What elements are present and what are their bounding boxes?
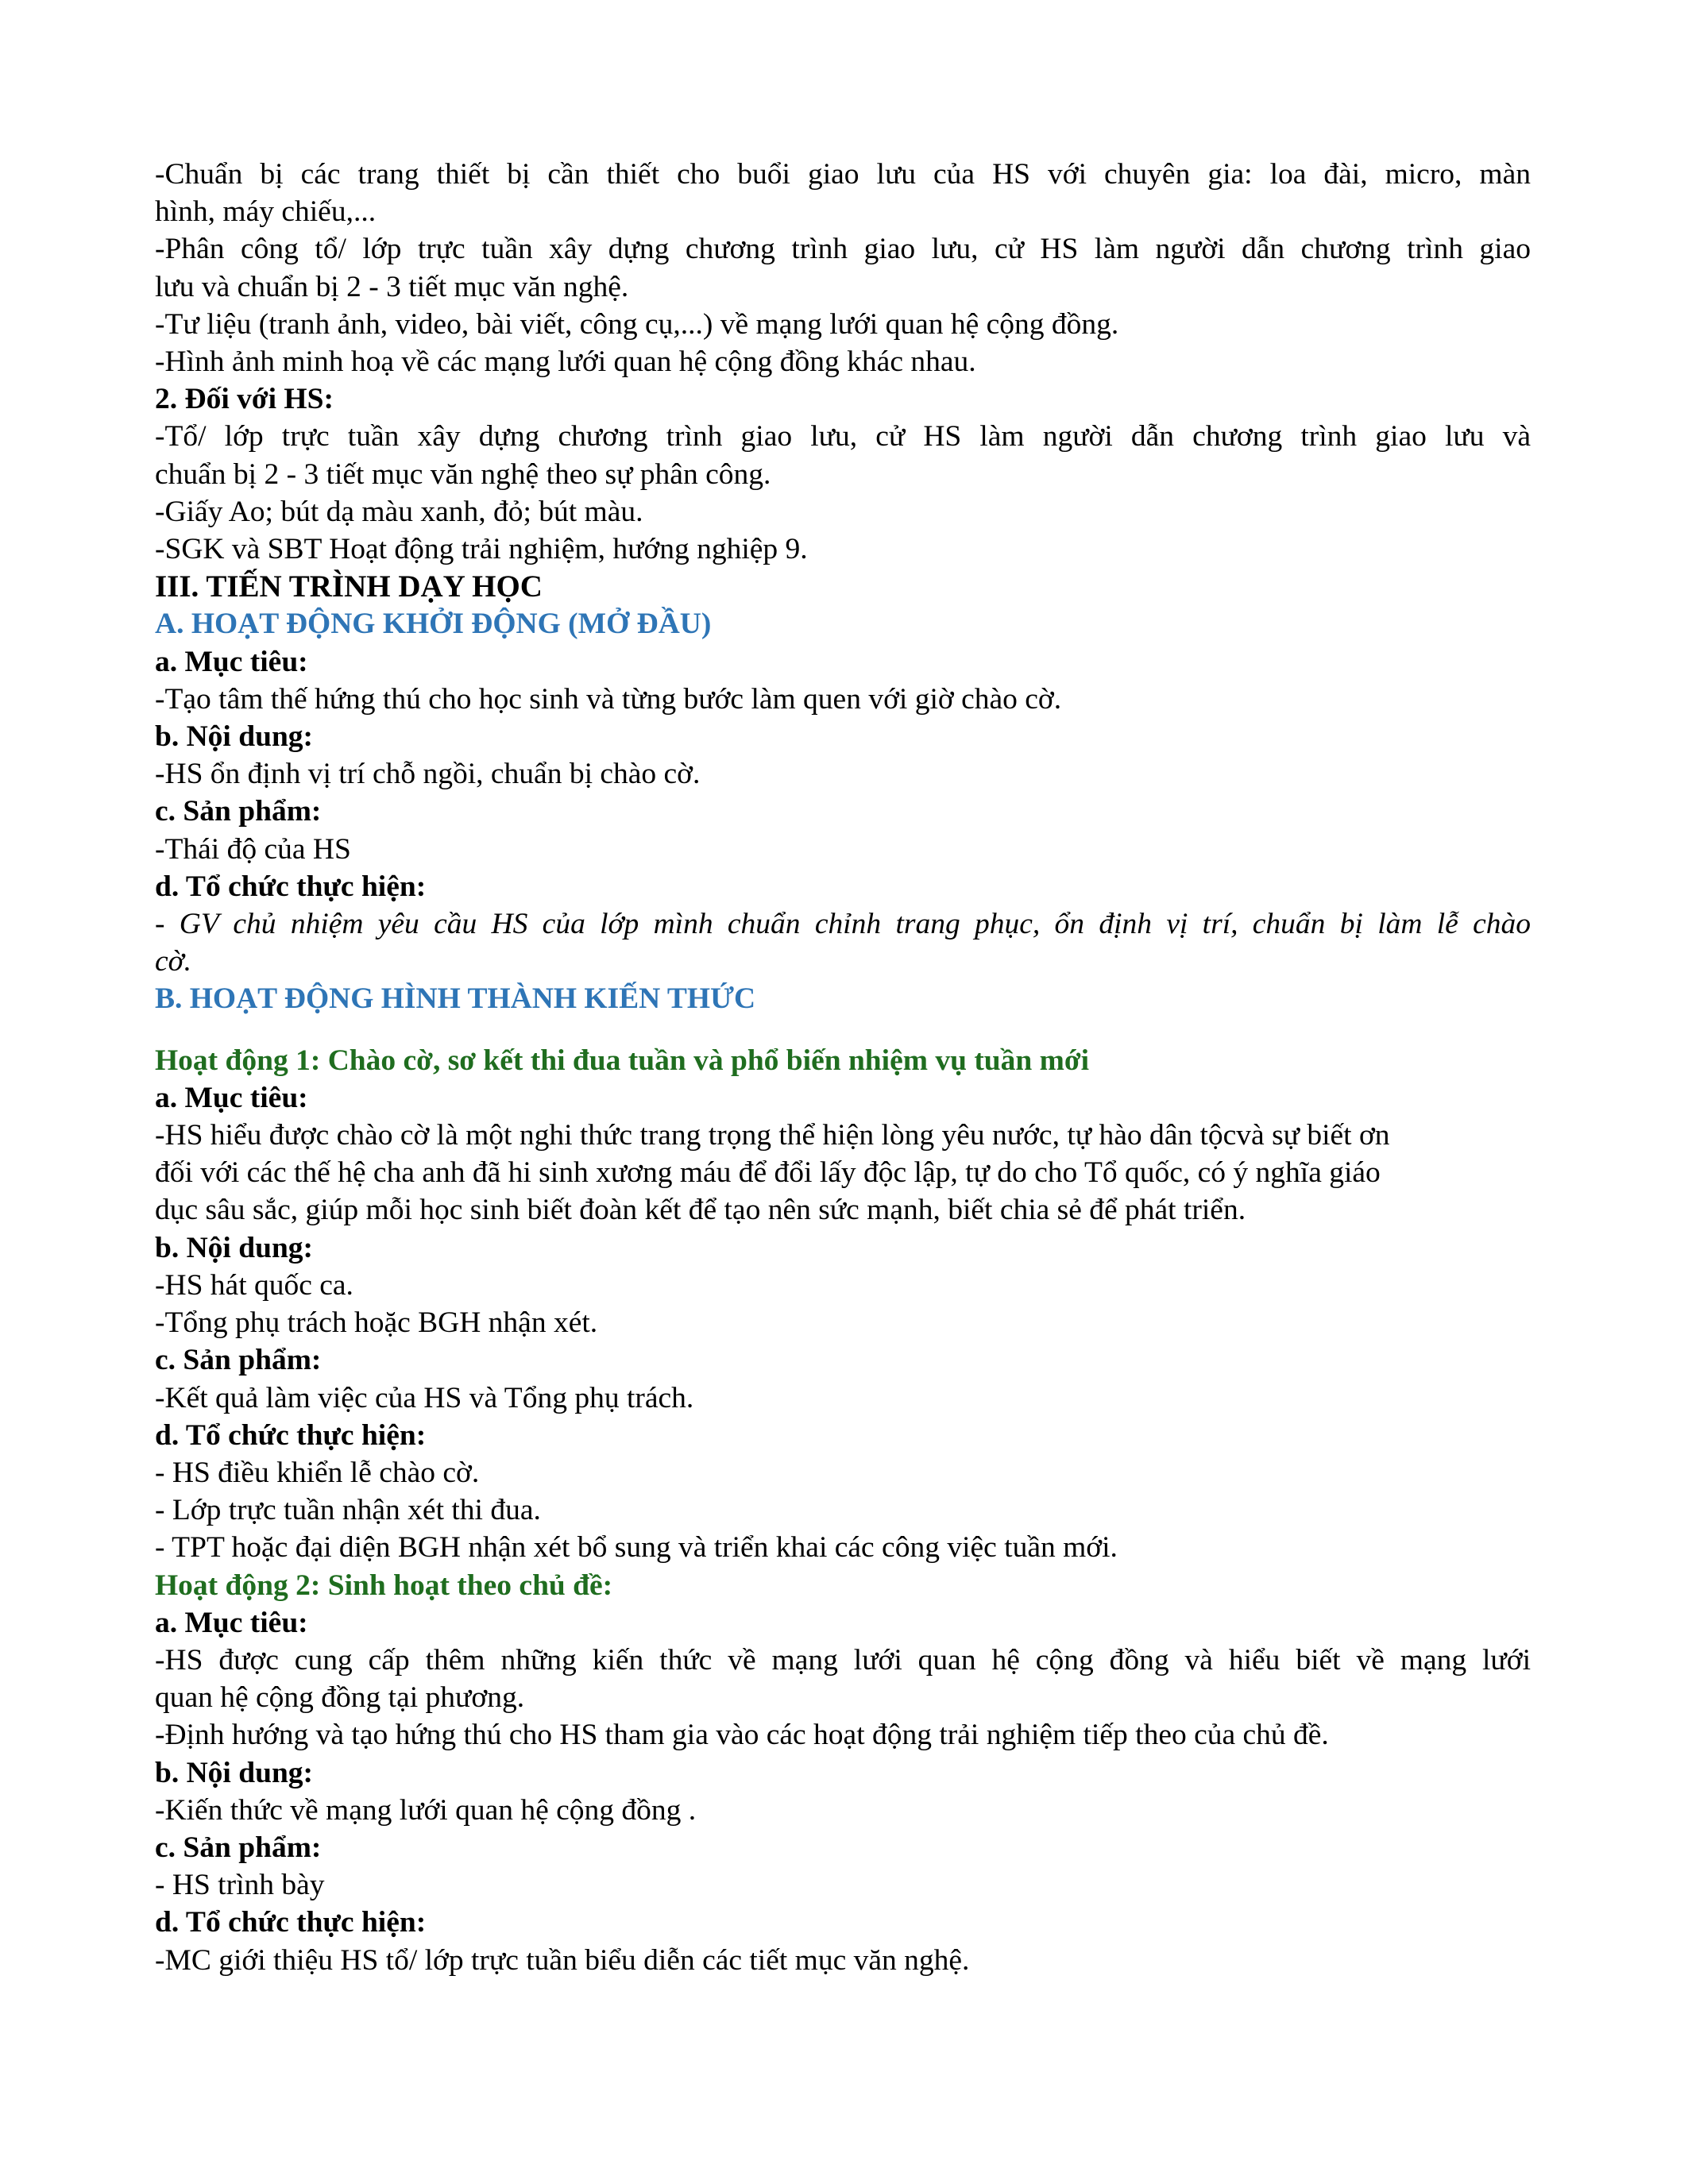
document-line: -Chuẩn bị các trang thiết bị cần thiết cho buổi giao lưu của HS với chuyên gia: loa đài, micro, màn xyxy=(155,158,1531,191)
document-line: - Lớp trực tuần nhận xét thi đua. xyxy=(155,1494,541,1527)
document-line: -Phân công tổ/ lớp trực tuần xây dựng chương trình giao lưu, cử HS làm người dẫn chương trình giao xyxy=(155,233,1531,266)
document-line: b. Nội dung: xyxy=(155,1231,314,1264)
document-line: quan hệ cộng đồng tại phương. xyxy=(155,1681,525,1715)
document-line: - HS trình bày xyxy=(155,1869,325,1902)
document-line: d. Tổ chức thực hiện: xyxy=(155,870,427,903)
document-line: -Hình ảnh minh hoạ về các mạng lưới quan hệ cộng đồng khác nhau. xyxy=(155,345,976,379)
activity-subheading: Hoạt động 1: Chào cờ, sơ kết thi đua tuần và phổ biến nhiệm vụ tuần mới xyxy=(155,1044,1090,1077)
document-line: -HS hát quốc ca. xyxy=(155,1268,353,1302)
document-line: a. Mục tiêu: xyxy=(155,1081,308,1114)
document-line: d. Tổ chức thực hiện: xyxy=(155,1906,427,1939)
document-line: a. Mục tiêu: xyxy=(155,1606,308,1639)
document-line: -HS được cung cấp thêm những kiến thức về mạng lưới quan hệ cộng đồng và hiểu biết về mạng lưới xyxy=(155,1643,1531,1677)
document-line: -Tư liệu (tranh ảnh, video, bài viết, công cụ,...) về mạng lưới quan hệ cộng đồng. xyxy=(155,307,1119,341)
activity-subheading: Hoạt động 2: Sinh hoạt theo chủ đề: xyxy=(155,1569,613,1602)
document-line: -Định hướng và tạo hứng thú cho HS tham gia vào các hoạt động trải nghiệm tiếp theo của chủ đề. xyxy=(155,1719,1329,1752)
document-line: -Kiến thức về mạng lưới quan hệ cộng đồng . xyxy=(155,1793,697,1827)
document-page xyxy=(155,156,1531,1979)
document-line: -Tổ/ lớp trực tuần xây dựng chương trình giao lưu, cử HS làm người dẫn chương trình giao lưu và xyxy=(155,420,1531,453)
document-line: b. Nội dung: xyxy=(155,720,314,754)
document-line: lưu và chuẩn bị 2 - 3 tiết mục văn nghệ. xyxy=(155,270,629,303)
document-line: -Giấy Ao; bút dạ màu xanh, đỏ; bút màu. xyxy=(155,495,643,528)
document-line: -Thái độ của HS xyxy=(155,832,351,866)
document-line: -SGK và SBT Hoạt động trải nghiệm, hướng nghiệp 9. xyxy=(155,533,808,566)
activity-heading: B. HOẠT ĐỘNG HÌNH THÀNH KIẾN THỨC xyxy=(155,982,756,1016)
activity-heading: A. HOẠT ĐỘNG KHỞI ĐỘNG (MỞ ĐẦU) xyxy=(155,608,712,641)
document-line: -Kết quả làm việc của HS và Tổng phụ trách. xyxy=(155,1381,694,1414)
document-line: d. Tổ chức thực hiện: xyxy=(155,1418,427,1452)
document-line: 2. Đối với HS: xyxy=(155,383,334,416)
document-line: c. Sản phẩm: xyxy=(155,1344,322,1377)
document-line: -MC giới thiệu HS tổ/ lớp trực tuần biểu diễn các tiết mục văn nghệ. xyxy=(155,1943,970,1977)
document-line: -HS ổn định vị trí chỗ ngồi, chuẩn bị chào cờ. xyxy=(155,758,701,791)
document-line: dục sâu sắc, giúp mỗi học sinh biết đoàn kết để tạo nên sức mạnh, biết chia sẻ để phát triển. xyxy=(155,1194,1246,1227)
document-line: a. Mục tiêu: xyxy=(155,645,308,678)
document-line: c. Sản phẩm: xyxy=(155,795,322,828)
document-line: b. Nội dung: xyxy=(155,1756,314,1789)
document-line: chuẩn bị 2 - 3 tiết mục văn nghệ theo sự phân công. xyxy=(155,457,771,491)
document-line: - HS điều khiển lễ chào cờ. xyxy=(155,1456,480,1489)
document-line: hình, máy chiếu,... xyxy=(155,195,377,229)
document-line: đối với các thế hệ cha anh đã hi sinh xương máu để đổi lấy độc lập, tự do cho Tổ quốc, có ý nghĩa giáo xyxy=(155,1156,1381,1190)
document-line: c. Sản phẩm: xyxy=(155,1831,322,1864)
document-line: -Tổng phụ trách hoặc BGH nhận xét. xyxy=(155,1306,598,1340)
document-line: -Tạo tâm thế hứng thú cho học sinh và từng bước làm quen với giờ chào cờ. xyxy=(155,682,1062,716)
document-line: cờ. xyxy=(155,945,192,978)
section-heading: III. TIẾN TRÌNH DẠY HỌC xyxy=(155,569,543,604)
document-line: - TPT hoặc đại diện BGH nhận xét bổ sung và triển khai các công việc tuần mới. xyxy=(155,1531,1118,1565)
document-line: - GV chủ nhiệm yêu cầu HS của lớp mình chuẩn chỉnh trang phục, ổn định vị trí, chuẩn bị làm lễ chào xyxy=(155,908,1531,941)
document-line: -HS hiểu được chào cờ là một nghi thức trang trọng thể hiện lòng yêu nước, tự hào dân tộcvà sự biết ơn xyxy=(155,1119,1390,1152)
